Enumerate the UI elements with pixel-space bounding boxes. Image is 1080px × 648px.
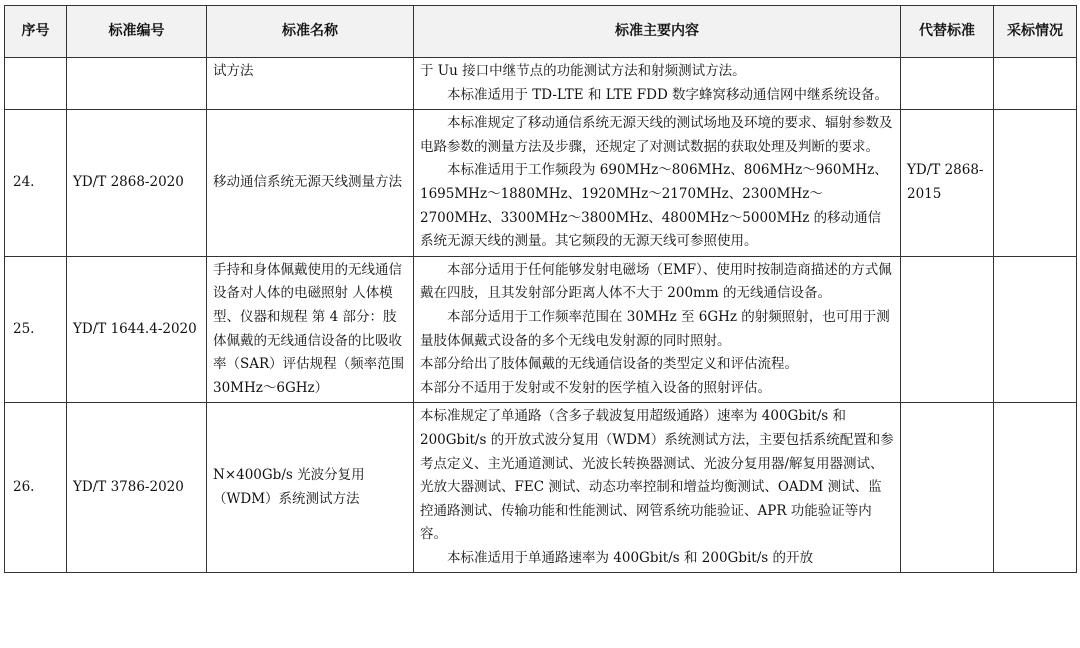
table-row <box>5 58 1077 110</box>
header-num: 序号 <box>5 6 67 58</box>
row-number <box>5 58 67 110</box>
standard-content <box>414 403 901 573</box>
replace-standard <box>901 256 994 403</box>
replace-standard: YD/T 2868-2015 <box>901 110 994 257</box>
content-paragraph: 本标准规定了移动通信系统无源天线的测试场地及环境的要求、辐射参数及电路参数的测量方法及步骤，还规定了对测试数据的获取处理及判断的要求。 <box>420 115 893 155</box>
replace-standard <box>901 403 994 573</box>
standard-name: N×400Gb/s 光波分复用（WDM）系统测试方法 <box>207 403 414 573</box>
header-content: 标准主要内容 <box>414 6 901 58</box>
content-paragraph: 于 Uu 接口中继节点的功能测试方法和射频测试方法。 <box>420 63 746 79</box>
standard-content <box>414 58 901 110</box>
content-paragraph: 本部分不适用于发射或不发射的医学植入设备的照射评估。 <box>420 379 771 396</box>
standard-code: YD/T 1644.4-2020 <box>67 256 207 403</box>
header-code: 标准编号 <box>67 6 207 58</box>
content-paragraph: 本部分适用于任何能够发射电磁场（EMF）、使用时按制造商描述的方式佩戴在四肢，且其发射部分距离人体不大于 200mm 的无线通信设备。 <box>420 261 892 302</box>
standard-name: 试方法 <box>207 58 414 110</box>
adoption-status <box>994 256 1077 403</box>
content-paragraph: 本标准适用于单通路速率为 400Gbit/s 和 200Gbit/s 的开放 <box>447 549 813 566</box>
header-adopt: 采标情况 <box>994 6 1077 58</box>
adoption-status <box>994 58 1077 110</box>
content-paragraph: 本部分适用于工作频率范围在 30MHz 至 6GHz 的射频照射，也可用于测量肢体佩戴式设备的多个无线电发射源的同时照射。 <box>420 308 890 349</box>
adoption-status <box>994 110 1077 257</box>
standard-code <box>67 58 207 110</box>
header-replace: 代替标准 <box>901 6 994 58</box>
standard-content <box>414 110 901 257</box>
standard-content <box>414 256 901 403</box>
content-paragraph: 本部分给出了肢体佩戴的无线通信设备的类型定义和评估流程。 <box>420 356 798 373</box>
table-row <box>5 256 1077 403</box>
table-row <box>5 403 1077 573</box>
header-name: 标准名称 <box>207 6 414 58</box>
replace-standard <box>901 58 994 110</box>
header-row <box>5 6 1077 58</box>
adoption-status <box>994 403 1077 573</box>
content-paragraph: 本标准适用于 TD-LTE 和 LTE FDD 数字蜂窝移动通信网中继系统设备。 <box>447 86 889 103</box>
standard-name: 移动通信系统无源天线测量方法 <box>207 110 414 257</box>
table-row <box>5 110 1077 257</box>
standard-code: YD/T 3786-2020 <box>67 403 207 573</box>
standard-name: 手持和身体佩戴使用的无线通信设备对人体的电磁照射 人体模型、仪器和规程 第 4 部分：肢体佩戴的无线通信设备的比吸收率（SAR）评估规程（频率范围 30MHz～6GHz） <box>207 256 414 403</box>
row-number: 24. <box>5 110 67 257</box>
standards-table <box>4 5 1077 573</box>
content-paragraph: 本标准适用于工作频段为 690MHz～806MHz、806MHz～960MHz、1695MHz～1880MHz、1920MHz～2170MHz、2300MHz～2700MHz、3300MHz～3800MHz、4800MHz～5000MHz 的移动通信系统无源天线的测量。其它频段的无源天线可参照使用。 <box>420 162 888 250</box>
content-paragraph: 本标准规定了单通路（含多子载波复用超级通路）速率为 400Gbit/s 和 200Gbit/s 的开放式波分复用（WDM）系统测试方法，主要包括系统配置和参考点定义、主光通道测试、光波长转换器测试、光波分复用器/解复用器测试、光放大器测试、FEC 测试、动态功率控制和增益均衡测试、OADM 测试、监控通路测试、传输功能和性能测试、网管系统功能验证、APR 功能验证等内容。 <box>420 408 894 543</box>
standard-code: YD/T 2868-2020 <box>67 110 207 257</box>
row-number: 26. <box>5 403 67 573</box>
row-number: 25. <box>5 256 67 403</box>
